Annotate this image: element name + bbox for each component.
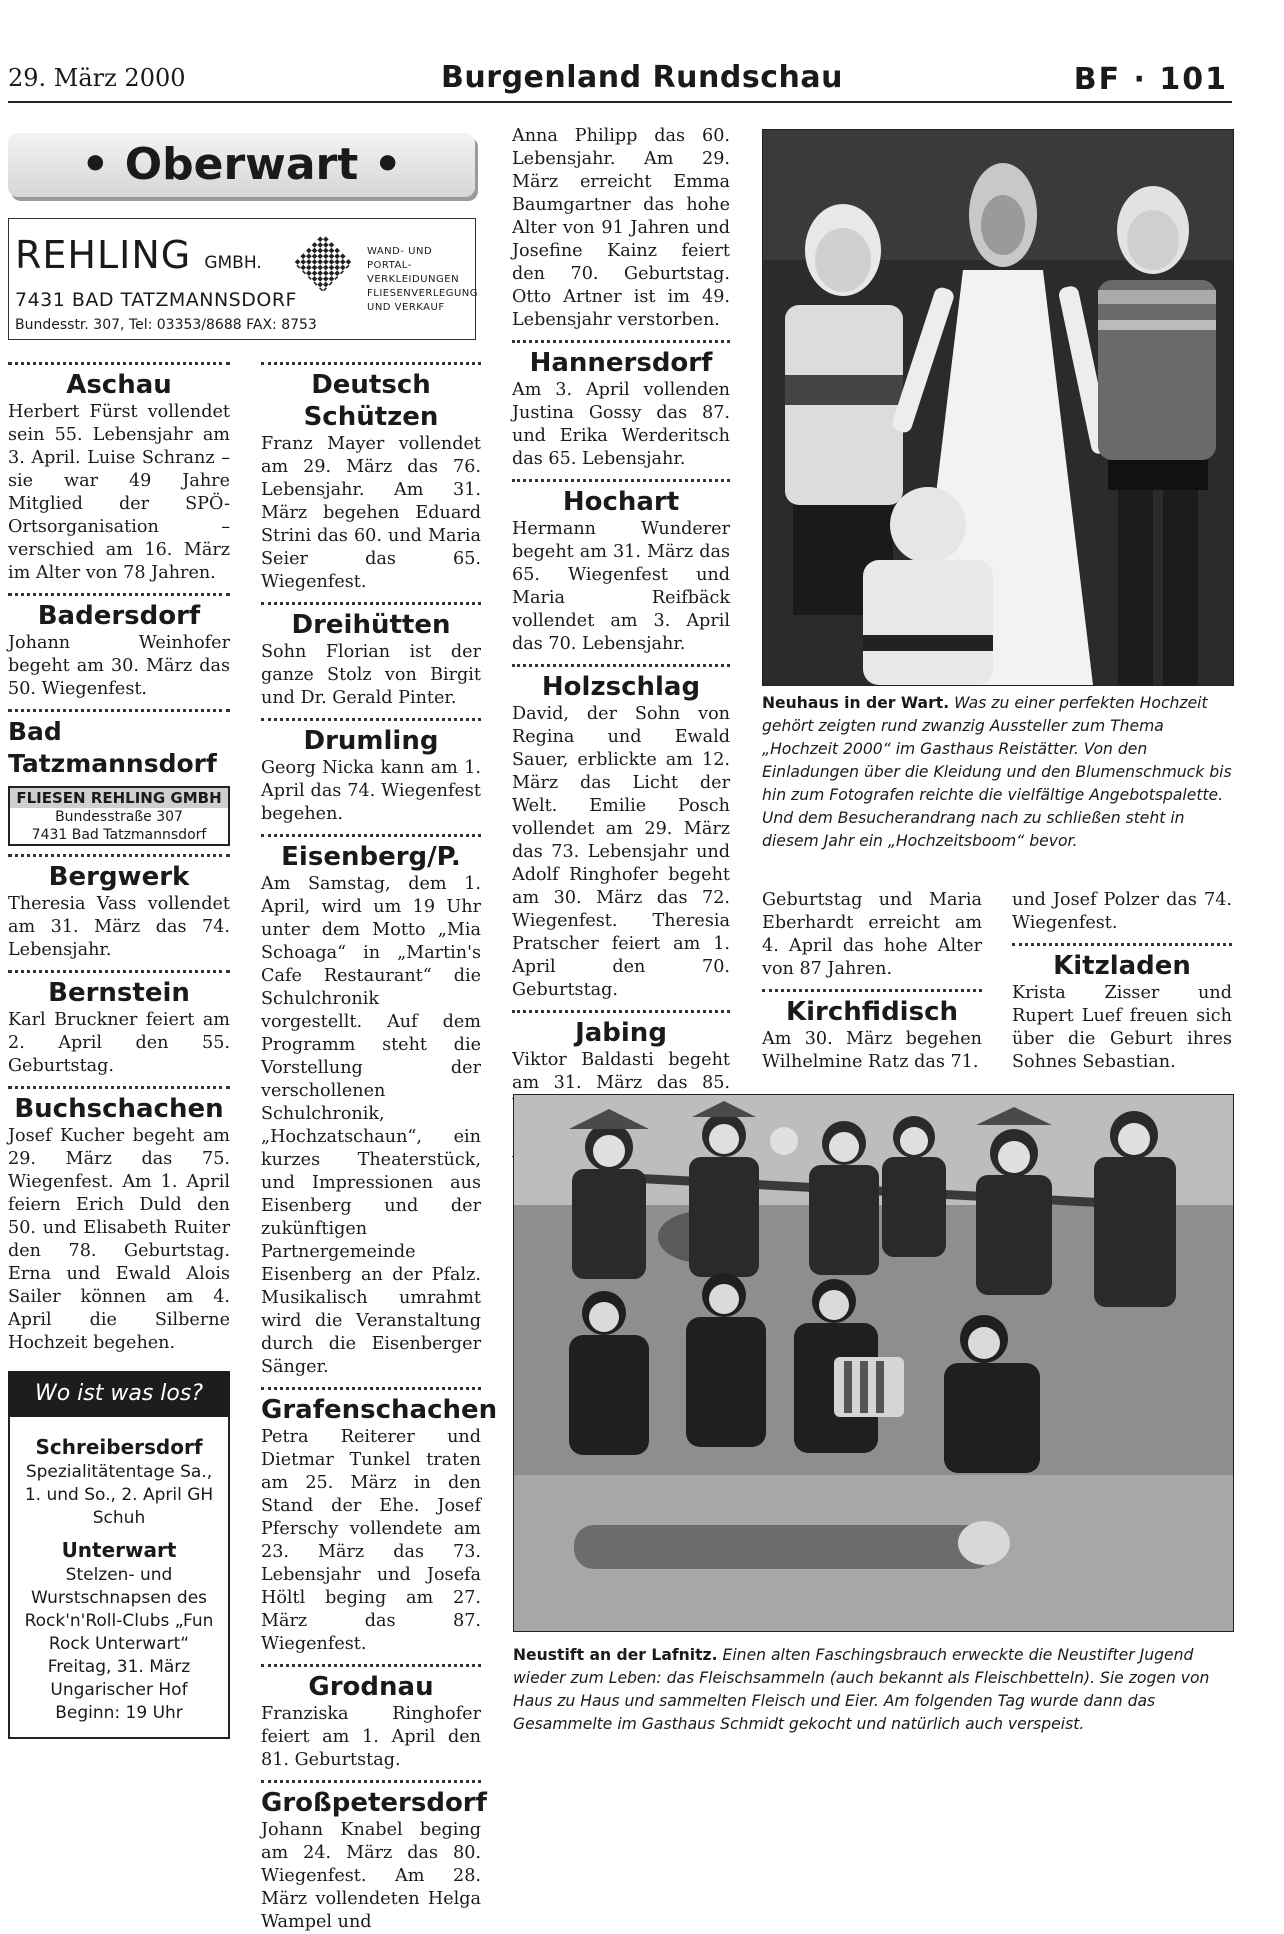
- column-2: [261, 362, 498, 1934]
- caption-text: Was zu einer perfekten Hochzeit gehört zeigten rund zwanzig Aussteller zum Thema „Hochzeit 2000“ im Gasthaus Reistätter. Von den Einladungen über die Kleidung und den Blumenschmuck bis hin zum Fotografen reichte die vielfältige Angebotspalette. Und dem Besucherandrang nach zu schließen steht in diesem Jahr ein „Hochzeitsboom“ bevor.: [762, 694, 1232, 850]
- column-5: [1012, 889, 1232, 1074]
- section-bad-tatzmannsdorf: [8, 716, 230, 846]
- section-title: Bergwerk: [48, 862, 190, 892]
- group-photo-illustration: [514, 1095, 1233, 1631]
- section-title: Badersdorf: [37, 601, 201, 631]
- ad-service-line: UND VERKAUF: [367, 302, 445, 313]
- issue-date: 29. März 2000: [8, 64, 186, 92]
- continued-text: und Josef Polzer das 74. Wiegenfest.: [1012, 890, 1232, 933]
- section-title: Großpetersdorf: [261, 1788, 487, 1818]
- dotted-separator: [261, 1387, 481, 1390]
- dotted-separator: [8, 1086, 230, 1089]
- dotted-separator: [261, 718, 481, 721]
- section-bernstein: [8, 977, 230, 1078]
- event-details: Spezialitätentage Sa., 1. und So., 2. April GH Schuh: [24, 1462, 214, 1528]
- ad-service-line: PORTAL-: [367, 260, 412, 271]
- ad-name-text: REHLING: [15, 233, 192, 277]
- section-text: Sohn Florian ist der ganze Stolz von Birgit und Dr. Gerald Pinter.: [261, 642, 481, 708]
- section-bergwerk: [8, 861, 230, 962]
- section-title: Dreihütten: [291, 610, 451, 640]
- section-aschau: [8, 369, 230, 585]
- section-text: Franziska Ringhofer feiert am 1. April den 81. Geburtstag.: [261, 1704, 481, 1770]
- wedding-fair-illustration: [763, 130, 1233, 685]
- continued-text: Geburtstag und Maria Eberhardt erreicht am 4. April das hohe Alter von 87 Jahren.: [762, 890, 982, 979]
- section-title: Aschau: [66, 370, 172, 400]
- section-title: Kirchfidisch: [786, 997, 958, 1027]
- ad-service-line: FLIESENVERLEGUNG: [367, 288, 479, 299]
- dotted-separator: [512, 340, 730, 343]
- fliesen-rehling-ad: [8, 786, 230, 846]
- section-text: Karl Bruckner feiert am 2. April den 55. Geburtstag.: [8, 1010, 230, 1076]
- wedding-fair-photo: [762, 129, 1234, 686]
- section-text: Viktor Baldasti begeht am 31. März das 85.: [512, 1050, 730, 1093]
- section-text: Hermann Wunderer begeht am 31. März das 65. Wiegenfest und Maria Reifbäck vollendet am 3. April das 70. Lebensjahr.: [512, 519, 730, 654]
- section-dreihuetten: [261, 609, 481, 710]
- column-1: [8, 362, 230, 1739]
- section-title: Drumling: [303, 726, 439, 756]
- section-text: Josef Kucher begeht am 29. März das 75. Wiegenfest. Am 1. April feiern Erich Duld den 50. und Elisabeth Ruiter den 78. Geburtstag. Erna und Ewald Alois Sailer können am 4. April die Silberne Hochzeit begehen.: [8, 1126, 230, 1353]
- small-ad-line: 7431 Bad Tatzmannsdorf: [31, 827, 207, 843]
- region-banner-title: • Oberwart •: [81, 139, 402, 190]
- section-text: Franz Mayer vollendet am 29. März das 76. Lebensjahr. Am 31. März begehen Eduard Strini das 60. und Maria Seier das 65. Wiegenfest.: [261, 434, 481, 592]
- dotted-separator: [1012, 943, 1232, 946]
- section-eisenberg: [261, 841, 481, 1379]
- section-text: David, der Sohn von Regina und Ewald Sauer, erblickte am 12. März das Licht der Welt. Emilie Posch vollendet am 29. März das 73. Lebensjahr und Adolf Ringhofer begeht am 30. März das 72. Wiegenfest. Theresia Pratscher feiert am 1. April den 70. Geburtstag.: [512, 704, 730, 1000]
- newspaper-title: Burgenland Rundschau: [441, 60, 843, 95]
- section-kirchfidisch: [762, 996, 982, 1074]
- caption-location: Neustift an der Lafnitz.: [513, 1646, 718, 1664]
- dotted-separator: [261, 834, 481, 837]
- rehling-advertisement: [8, 218, 479, 340]
- section-title: Hochart: [562, 487, 680, 517]
- small-ad-title: FLIESEN REHLING GMBH: [10, 788, 228, 808]
- caption-location: Neuhaus in der Wart.: [762, 694, 950, 712]
- section-title: Bad Tatzmannsdorf: [8, 717, 217, 778]
- event-place: Unterwart: [61, 1538, 177, 1562]
- ad-service-line: VERKLEIDUNGEN: [367, 274, 460, 285]
- column-4: [762, 889, 982, 1074]
- section-deutsch-schuetzen: [261, 369, 481, 594]
- section-title: Hannersdorf: [529, 348, 713, 378]
- section-title: Eisenberg/P.: [281, 842, 461, 872]
- dotted-separator: [762, 989, 982, 992]
- section-drumling: [261, 725, 481, 826]
- dotted-separator: [512, 664, 730, 667]
- caption-text: Einen alten Faschingsbrauch erweckte die Neustifter Jugend wieder zum Leben: das Fleischsammeln (auch bekannt als Fleischbetteln). Sie zogen von Haus zu Haus und sammelten Fleisch und Eier. Am folgenden Tag wurde dann das Gesammelte im Gasthaus Schmidt gekocht und natürlich auch verspeist.: [513, 1646, 1210, 1733]
- dotted-separator: [8, 362, 230, 365]
- dotted-separator: [8, 854, 230, 857]
- section-text: Am Samstag, dem 1. April, wird um 19 Uhr unter dem Motto „Mia Schoaga“ in „Martin's Cafe Restaurant“ die Schulchronik vorgestellt. Auf dem Programm steht die Vorstellung der verschollenen Schulchronik, „Hochzatschaun“, ein kurzes Theaterstück, und Impressionen aus Eisenberg und der zukünftigen Partnergemeinde Eisenberg an der Pfalz. Musikalisch umrahmt wird die Veranstaltung durch die Eisenberger Sänger.: [261, 874, 481, 1377]
- ad-address: Bundesstr. 307, Tel: 03353/8688 FAX: 8753: [15, 317, 317, 333]
- section-text: Georg Nicka kann am 1. April das 74. Wiegenfest begehen.: [261, 758, 481, 824]
- section-text: Am 30. März begehen Wilhelmine Ratz das 71.: [762, 1029, 982, 1072]
- header-rule: [8, 101, 1232, 103]
- dotted-separator: [512, 1010, 730, 1013]
- fleischsammeln-photo: [513, 1094, 1234, 1632]
- dotted-separator: [261, 1780, 481, 1783]
- section-title: Grodnau: [308, 1672, 434, 1702]
- events-box: [8, 1417, 230, 1739]
- section-text: Am 3. April vollenden Justina Gossy das 87. und Erika Werderitsch das 65. Lebensjahr.: [512, 380, 730, 469]
- event-place: Schreibersdorf: [35, 1435, 203, 1459]
- dotted-separator: [8, 709, 230, 712]
- checkered-diamond-logo-icon: [294, 234, 353, 293]
- section-hochart: [512, 486, 730, 656]
- section-title: Holzschlag: [541, 672, 701, 702]
- dotted-separator: [8, 593, 230, 596]
- section-title: Jabing: [575, 1018, 667, 1048]
- section-title: Grafenschachen: [261, 1395, 498, 1425]
- section-grafenschachen: [261, 1394, 498, 1656]
- ad-services: [367, 245, 477, 315]
- section-grodnau: [261, 1671, 481, 1772]
- section-title: Bernstein: [48, 978, 190, 1008]
- section-title: Deutsch Schützen: [303, 370, 439, 432]
- wedding-fair-caption: [762, 692, 1232, 853]
- fleischsammeln-caption: [513, 1644, 1232, 1736]
- dotted-separator: [261, 602, 481, 605]
- event-details: Stelzen- und Wurstschnapsen des Rock'n'Roll-Clubs „Fun Rock Unterwart“ Freitag, 31. März Ungarischer Hof Beginn: 19 Uhr: [24, 1565, 214, 1723]
- section-kitzladen: [1012, 950, 1232, 1074]
- section-grosspetersdorf: [261, 1787, 487, 1934]
- section-text: Johann Knabel beging am 24. März das 80. Wiegenfest. Am 28. März vollendeten Helga Wampel und: [261, 1820, 481, 1932]
- ad-city: 7431 BAD TATZMANNSDORF: [15, 289, 297, 311]
- section-holzschlag: [512, 671, 730, 1002]
- small-ad-line: Bundesstraße 307: [55, 809, 183, 825]
- continued-text: Anna Philipp das 60. Lebensjahr. Am 29. März erreicht Emma Baumgartner das hohe Alter von 91 Jahren und Josefine Kainz feiert den 70. Geburtstag. Otto Artner ist im 49. Lebensjahr verstorben.: [512, 126, 730, 330]
- column-3: [512, 125, 730, 1164]
- section-text: Krista Zisser und Rupert Luef freuen sich über die Geburt ihres Sohnes Sebastian.: [1012, 983, 1232, 1072]
- section-buchschachen: [8, 1093, 230, 1355]
- section-badersdorf: [8, 600, 230, 701]
- events-box-title: Wo ist was los?: [8, 1371, 230, 1417]
- section-text: Herbert Fürst vollendet sein 55. Lebensjahr am 3. April. Luise Schranz – sie war 49 Jahre Mitglied der SPÖ-Ortsorganisation – verschied am 16. März im Alter von 78 Jahren.: [8, 402, 230, 583]
- ad-name-suffix: GMBH.: [204, 253, 262, 273]
- page-number: BF · 101: [1073, 62, 1228, 97]
- section-text: Johann Weinhofer begeht am 30. März das 50. Wiegenfest.: [8, 633, 230, 699]
- section-hannersdorf: [512, 347, 730, 471]
- section-text: Theresia Vass vollendet am 31. März das 74. Lebensjahr.: [8, 894, 230, 960]
- dotted-separator: [261, 362, 481, 365]
- dotted-separator: [512, 479, 730, 482]
- ad-company-name: [15, 233, 262, 277]
- section-text: Petra Reiterer und Dietmar Tunkel traten am 25. März in den Stand der Ehe. Josef Pferschy vollendete am 23. März das 73. Lebensjahr und Josefa Höltl beging am 27. März das 87. Wiegenfest.: [261, 1427, 481, 1654]
- dotted-separator: [261, 1664, 481, 1667]
- dotted-separator: [8, 970, 230, 973]
- ad-service-line: WAND- UND: [367, 246, 433, 257]
- section-title: Buchschachen: [14, 1094, 224, 1124]
- section-title: Kitzladen: [1053, 951, 1191, 981]
